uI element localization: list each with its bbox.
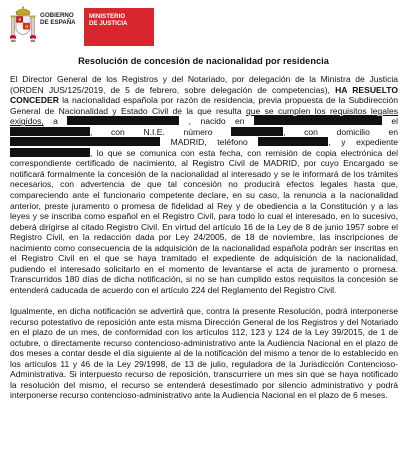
appeal-paragraph: Igualmente, en dicha notificación se advertirá que, contra la presente Resolución, podrá interponerse recurso potestativo de reposición ante esta misma Dirección General de los Registros y del Notariado en el plazo de un mes, de conformidad con los artículos 112, 123 y 124 de la Ley 39/2015, de 1 de octubre, o directamente recurso contencioso-administrativo ante la Audiencia Nacional en el plazo de dos meses a contar desde el día siguiente al de la notificación del mismo a tenor de lo establecido en los artículos 11 y 46 de la Ley 29/1998, de 13 de julio, reguladora de la Jurisdicción Contencioso-Administrativa. Si interpuesto recurso de reposición, transcurriere un mes sin que se haya notificado la resolución del mismo, el recurso se entenderá desestimado por silencio administrativo y podrá interponerse recurso contencioso-administrativo ante la Audiencia Nacional en el plazo de 6 meses.: [10, 305, 398, 401]
government-label: [40, 12, 84, 26]
redacted-birthplace: [254, 116, 382, 125]
ministry-label: [89, 13, 151, 27]
redacted-nie: [231, 127, 283, 136]
resolution-paragraph: El Director General de los Registros y del Notariado, por delegación de la Ministra de Justicia (ORDEN JUS/125/2019, de 5 de febrero, sobre delegación de competencias), HA RESUELTO CONCEDER la nacionalidad española por razón de residencia, previa propuesta de la Subdirección General de Nacionalidad y Estado Civil de la que resulta que se cumplen los requisitos legales exigidos, a , nacido en el , con N.I.E. número , con domicilio en MADRID, teléfono , y expediente , lo que se comunica con esta fecha, con remisión de copia electrónica del correspondiente certificado de nacimiento, al Registro Civil de MADRID, por cuyo Encargado se notificará formalmente la concesión de la nacionalidad al interesado y se le informará de los trámites necesarios, con advertencia de que tal concesión no producirá efectos legales hasta que, compareciendo ante el funcionario competente declare, en su caso, la renuncia a la nacionalidad anterior, preste juramento o promesa de fidelidad al Rey y de obediencia a la Constitución y a las leyes y se inscriba como español en el Registro Civil, para todo lo cual el interesado, en lo sucesivo, deberá dirigirse al citado Registro Civil. En virtud del artículo 16 de la Ley de 8 de junio 1957 sobre el Registro Civil, en la redacción dada por Ley 24/2005, de 18 de noviembre, las inscripciones de nacimiento como consecuencia de la adquisición de la nacionalidad española podrán ser inscritas en el Registro Civil en el que se haya tramitado el expediente de adquisición de la nacionalidad, pudiendo el interesado solicitarlo en el momento de levantarse el acta de juramento o promesa. Transcurridos 180 días de dicha notificación, si no se han cumplido estos requisitos la concesión se entenderá caducada de acuerdo con el artículo 224 del Reglamento del Registro Civil.: [10, 74, 398, 295]
ministry-line-2: DE JUSTICIA: [89, 20, 128, 27]
redacted-address: [10, 137, 160, 146]
redacted-file-number: [10, 148, 90, 157]
resolution-verdict: HA RESUELTO CONCEDER: [10, 84, 398, 106]
coat-of-arms-icon: [10, 6, 36, 46]
redacted-name: [67, 116, 179, 125]
redacted-phone: [258, 137, 328, 146]
ministry-line-1: MINISTERIO: [89, 13, 126, 20]
government-line-2: DE ESPAÑA: [40, 19, 76, 26]
document-body: [10, 74, 398, 401]
letterhead: [10, 6, 210, 50]
redacted-birthdate: [10, 127, 90, 136]
document-title: Resolución de concesión de nacionalidad por residencia: [78, 56, 329, 66]
government-line-1: GOBIERNO: [40, 12, 74, 19]
